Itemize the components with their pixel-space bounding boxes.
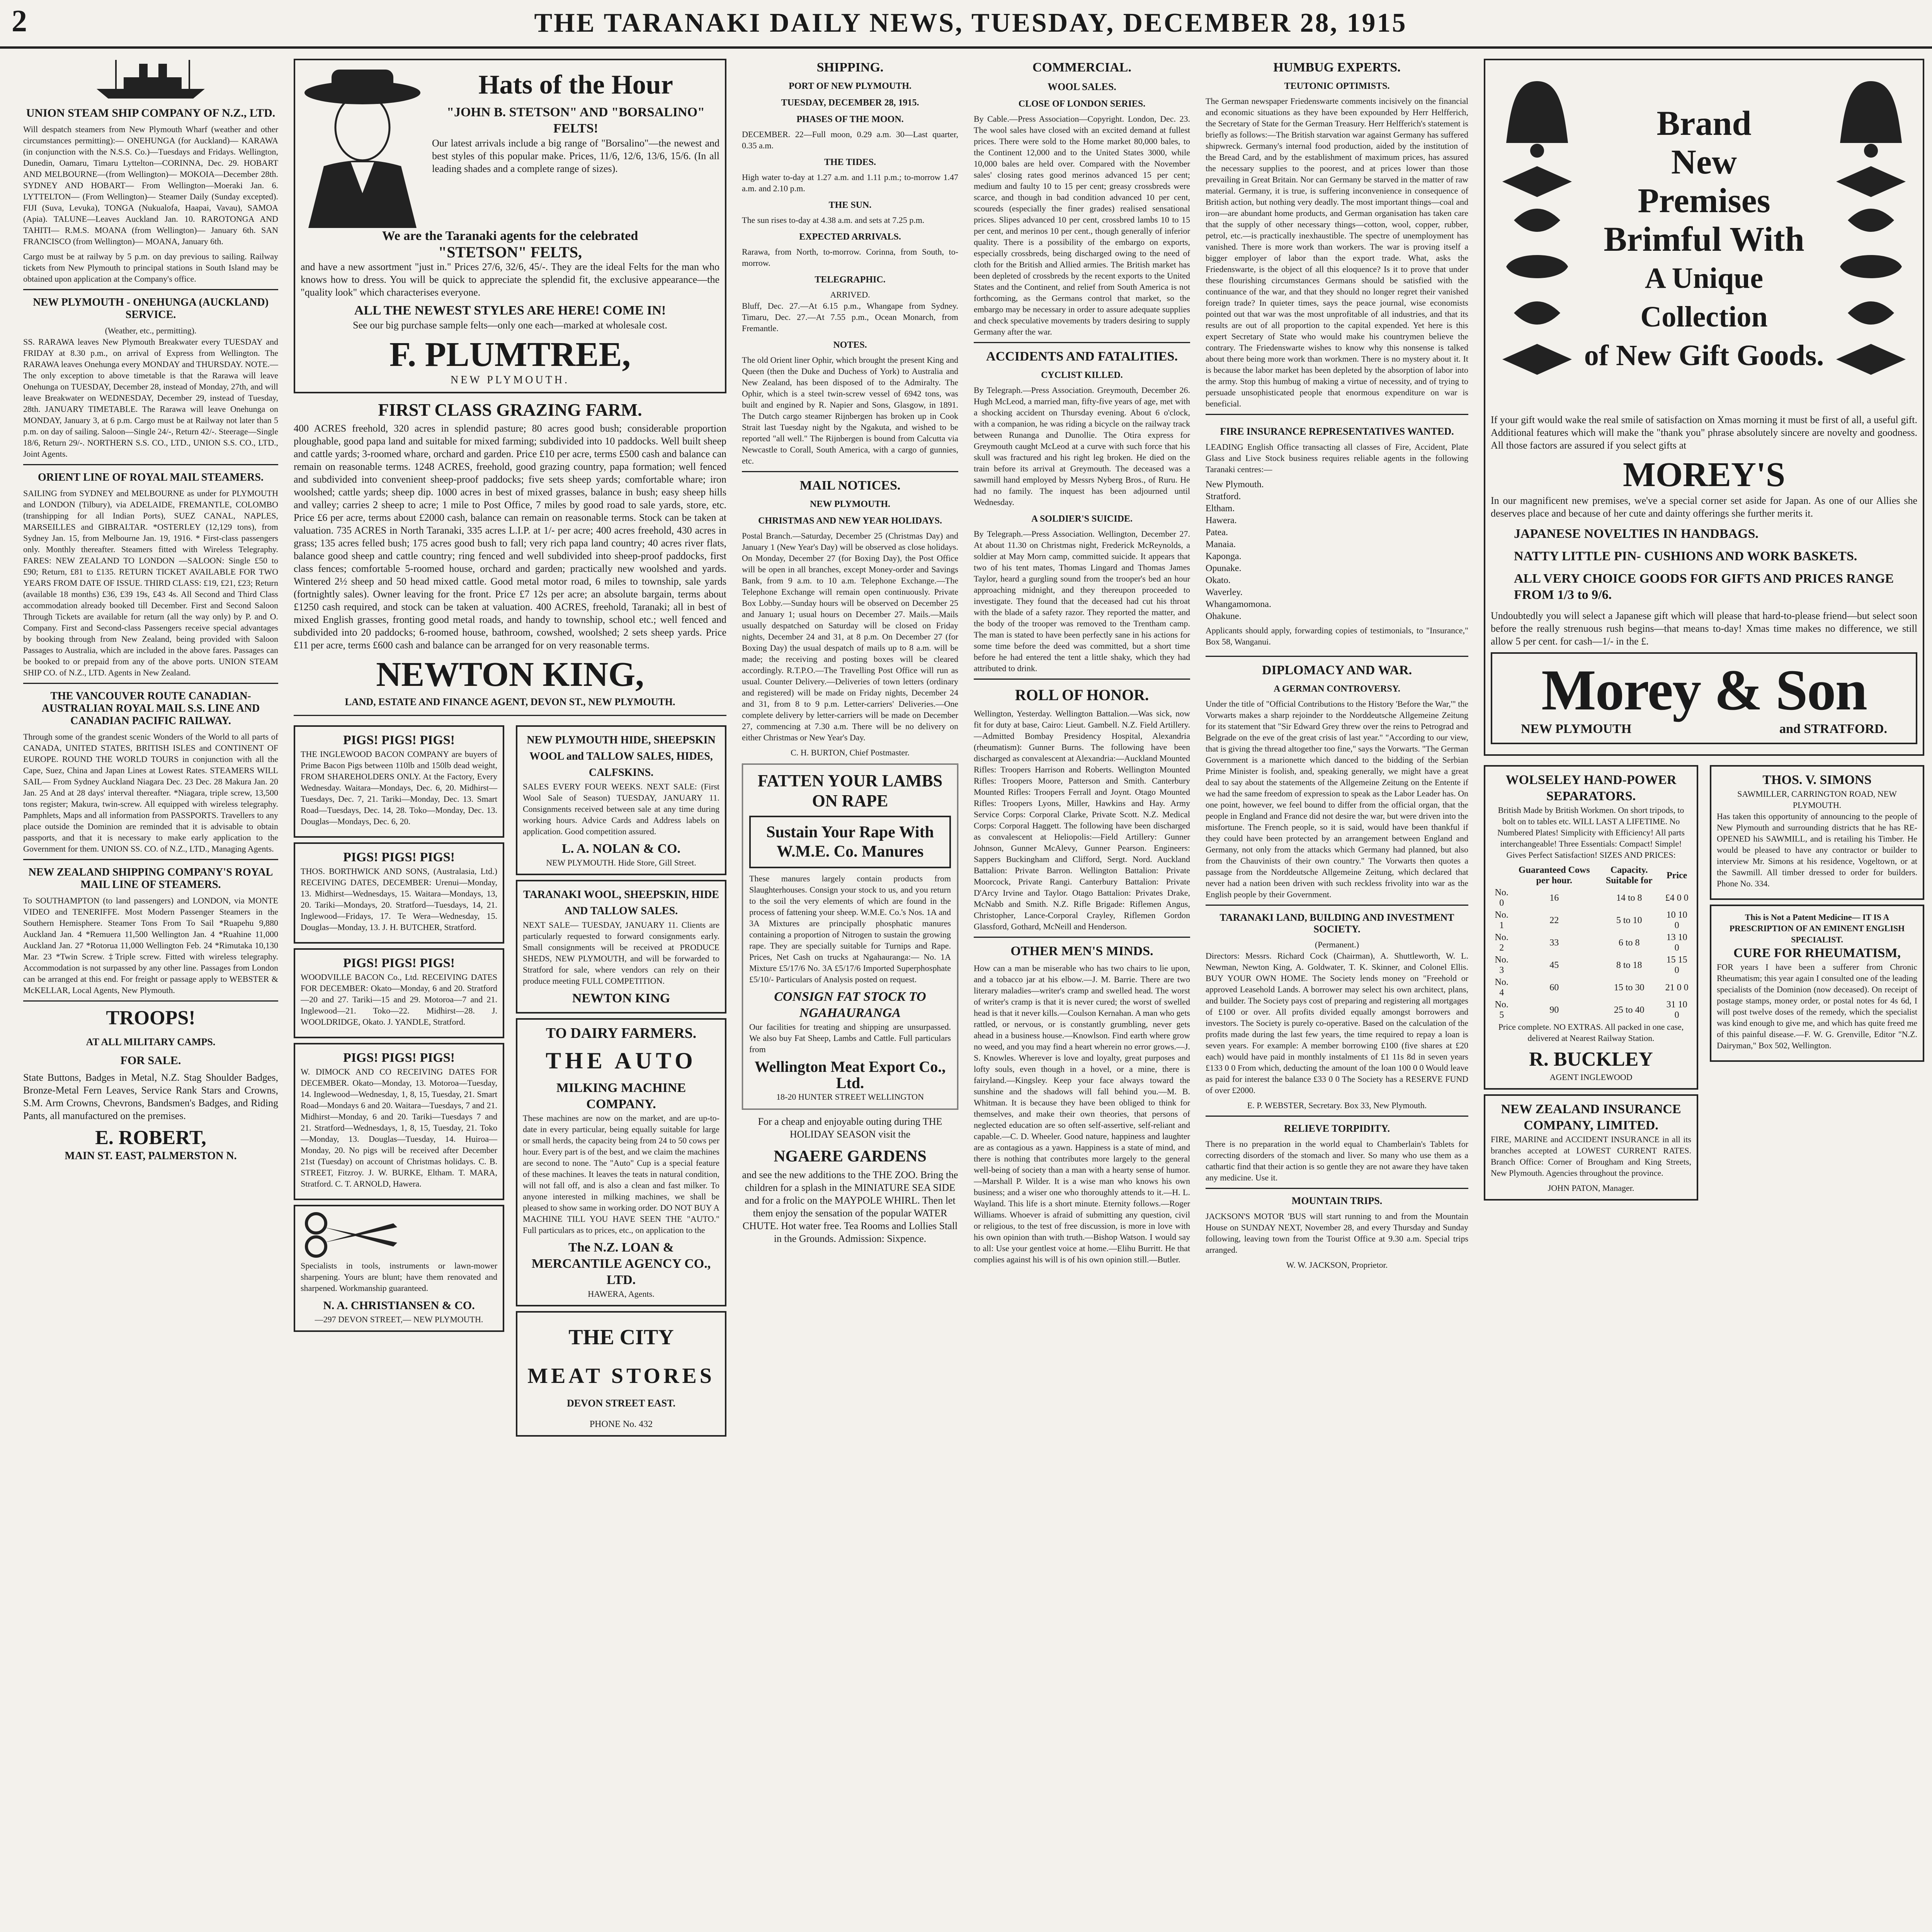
hats-title: Hats of the Hour	[478, 70, 673, 100]
table-row: No. 0 16 14 to 8 £4 0 0	[1495, 888, 1689, 908]
orient-body: SAILING from SYDNEY and MELBOURNE as under for PLYMOUTH and LONDON (Tilbury), via ADELAIDE, FREMANTLE, COLOMBO (transhipping for all Indian Ports), SUEZ CANAL, NAPLES, MARSEILLES and GIBRALTAR. *OSTERLEY (12,129 tons), from Sydney Jan. 15, from Melbourne Jan. 19, 1916. * First-class passengers only. Monthly thereafter. Steamers fitted with Wireless Telegraphy. FARES: NEW ZEALAND TO LONDON —SALOON: Single £50 to £90; Return, £81 to £135. RETURN TICKET AVAILABLE FOR TWO YEARS FROM DATE OF ISSUE. THIRD CLASS: £19, £21, £23; Return (available 18 months) £36, £39 19s, £43 4s. All Second and Third Class accommodation already booked till December. First and Second Saloon Through Tickets are available for return (all the way only) by P. and O. Company. First and Second-class Passengers receive special advantages by booking through from New Zealand, being provided with Saloon Passages to Australia, which are included in the above fares. Passages can be booked to or prepaid from any of the above ports. UNION STEAM SHIP CO. of N.Z., LTD. Agents in New Zealand.	[23, 488, 278, 677]
christiansen-address: —297 DEVON STREET,— NEW PLYMOUTH.	[315, 1315, 483, 1324]
table-header	[1491, 864, 1512, 887]
nzi-signature: JOHN PATON, Manager.	[1548, 1183, 1634, 1193]
table-header: Guaranteed Cows per hour.	[1518, 865, 1590, 886]
list-item: Ohakune.	[1206, 611, 1242, 621]
table-header: Price	[1667, 870, 1687, 881]
troops-body: State Buttons, Badges in Metal, N.Z. Stag Shoulder Badges, Bronze-Metal Fern Leaves, Service Rank Stars and Crowns, S.M. Arm Crowns, Chevrons, Bandsmen's Badges, and Riding Pants, all manufactured on the premises.	[23, 1072, 278, 1121]
japan-body: In our magnificent new premises, we've a special corner set aside for Japan. As one of our Allies she deserves place and because of her cute and dainty offerings she further merits it.	[1491, 495, 1917, 519]
meat-heading: MEAT STORES	[527, 1364, 715, 1388]
hats-sub: "JOHN B. STETSON" AND "BORSALINO" FELTS!	[447, 105, 705, 136]
minds-body: How can a man be miserable who has two chairs to lie upon, and a tobacco jar at his elbow.—J. M. Barrie. There are two literary maladies—writer's cramp and swelled head. The worst of writer's cramp is that it is never cured; the worst of swelled head is that it never kills.—Coulson Kernahan. A man who gets rattled, or nervous, or is constantly grumbling, never gets ahead in a business house.—Knowlson. Find earth where grow no weed, and you may find a heart wherein no error grows.—J. S. Knowles. Wherever is love and loyalty, great purposes and lofty souls, even though in a hovel, or a mine, there is fairyland.—Kingsley. Keep your face always toward the sunshine and the shadows will fall behind you.—M. B. Whitman. It is because they have been obliged to think for themselves, and make their own theories, that persons of neglected education are so often self-assertive, self-reliant and capable.—C. D. Wheeler. Good nature, happiness and laughter are as contagious as a yawn. Happiness is a state of mind, and there is nothing that contributes more largely to the general well-being of society than a man with a hearty sense of humor.—Marshall P. Wilder. It is a wise man who knows his own business; and a wiser one who thoroughly attends to it.—H. L. Wayland. This life is a short minute. Eternity follows.—Roger Williams. Whoever is afraid of submitting any question, civil or religious, to the test of free discussion, is more in love with his own opinion than with truth.—Bishop Watson. I would say to all: Use your gentlest voice at home.—Elihu Burritt. He that complies against his will is of his own opinion still.—Butler.	[974, 963, 1190, 1264]
steamship-icon	[93, 58, 209, 100]
dimock-body: W. DIMOCK AND CO RECEIVING DATES FOR DECEMBER. Okato—Monday, 13. Motoroa—Tuesday, 14. Inglewood—Wednesday, 1, 8, 15, Tuesday, 21. Smart Road—Mondays 6 and 20. Waitara—Tuesdays, 7 and 21. Midhirst—Monday, 6 and 20. Tariki—Tuesdays 7 and 21. Stratford—Wednesdays, 1, 8, 15, Tuesday, 21. Toko—Monday, 13. Douglas—Tuesday, 14. Huiroa—Monday, 20. No pigs will be received after December 21st (Tuesday) on account of Christmas holidays. C. B. STREET, Fitzroy. J. W. BURKE, Eltham. T. MARA, Stratford. C. T. ARNOLD, Hawera.	[301, 1067, 497, 1189]
taranaki-wool-title: TARANAKI WOOL, SHEEPSKIN, HIDE AND TALLOW SALES.	[523, 889, 719, 917]
newton-king-name: NEWTON KING,	[376, 655, 644, 694]
morey-son: Morey & Son	[1541, 658, 1867, 722]
fire-body: LEADING English Office transacting all classes of Fire, Accident, Plate Glass and Live Stock business requires reliable agents in the following Taranaki centres:—	[1206, 442, 1468, 474]
accidents-heading: ACCIDENTS AND FATALITIES.	[986, 349, 1178, 364]
telegraphic-heading: TELEGRAPHIC.	[815, 275, 886, 285]
wolseley-body: British Made by British Workmen. On short tripods, to bolt on to tables etc. WILL LAST A LIFETIME. No Numbered Plates! Simplicity with Efficiency! All parts interchangeable! Three Essentials: Compact! Simple! Gives Perfect Satisfaction! SIZES AND PRICES:	[1497, 805, 1685, 860]
item-1: NATTY LITTLE PIN- CUSHIONS AND WORK BASKETS.	[1514, 549, 1857, 563]
mountain-body: JACKSON'S MOTOR 'BUS will start running to and from the Mountain House on SUNDAY NEXT, November 28, and every Thursday and Sunday following, leaving town from the Tourist Office at 9.30 a.m. Special trips arranged.	[1206, 1211, 1468, 1255]
item-2: ALL VERY CHOICE GOODS FOR GIFTS AND PRICES RANGE FROM 1/3 to 9/6.	[1514, 571, 1894, 602]
nzloan-name: The N.Z. LOAN & MERCANTILE AGENCY CO., LTD.	[531, 1240, 711, 1287]
item-0: JAPANESE NOVELTIES IN HANDBAGS.	[1514, 527, 1759, 541]
onehunga-sub: (Weather, etc., permitting).	[105, 326, 197, 335]
robert-name: E. ROBERT,	[95, 1127, 206, 1149]
auto-body: These machines are now on the market, and are up-to-date in every particular, being equally suitable for large or small herds, the capacity being from 24 to 50 cows per hour. Every part is of the best, and we claim the machines are second to none. The "Auto" Cup is a special feature of these machines. It leaves the teats in natural condition, will not fall off, and is also a clean and fast milker. To anyone interested in milking machines, we shall be pleased to show same in working order. DO NOT BUY A MACHINE TILL YOU HAVE SEEN THE "AUTO." Full particulars as to prices, etc., on application to the	[523, 1113, 719, 1235]
list-item: Kaponga.	[1206, 551, 1242, 561]
cp-body: Through some of the grandest scenic Wonders of the World to all parts of CANADA, UNITED STATES, BRITISH ISLES and CONTINENT OF EUROPE. ROUND THE WORLD TOURS in conjunction with all the Cape, Suez, China and Japan Lines at Lowest Rates. STEAMERS WILL SAIL— From Sydney Auckland Niagara Dec. 23 Dec. 28 Makura Jan. 20 Jan. 25 And at 28 days' interval thereafter. *Niagara, triple screw, 13,500 tons register; Makura, twin-screw. All equipped with wireless telegraphy. Pamphlets, Maps and all information from PASSPORTS. Travellers to any place outside the Dominion are reminded that it is advisable to obtain passports, and that it is necessary to make early application to the Government for them. UNION SS. CO. of N.Z., LTD., Managing Agents.	[23, 732, 278, 854]
gardens-heading: NGAERE GARDENS	[774, 1148, 927, 1165]
nzloan-address: HAWERA, Agents.	[588, 1289, 655, 1299]
bacon-body: THE INGLEWOOD BACON COMPANY are buyers of Prime Bacon Pigs between 110lb and 150lb dead weight, FROM SHAREHOLDERS ONLY. At the Factory, Every Wednesday. Waitara—Mondays, Dec. 6, 20. Midhirst—Tuesdays, Dec. 7, 21. Tariki—Monday, Dec. 13. Smart Road—Tuesdays, Dec. 14, 28. Toko—Monday, Dec. 13. Douglas—Mondays, Dec. 6, 20.	[301, 749, 497, 826]
arrivals-body: Rarawa, from North, to-morrow. Corinna, from South, to-morrow.	[742, 247, 958, 268]
taranaki-wool-body: NEXT SALE— TUESDAY, JANUARY 11. Clients are particularly requested to forward consignments early. Small consignments will be received at PRODUCE SHEDS, NEW PLYMOUTH, and will be forwarded to Stratford for sale, where vendors can rely on their produce meeting FULL COMPETITION.	[523, 920, 719, 986]
usc-body: Will despatch steamers from New Plymouth Wharf (weather and other circumstances permitting):— ONEHUNGA (for Auckland)— KARAWA (in conjunction with the N.S.S. Co.)—Tuesdays and Fridays. Wellington, Dunedin, Oamaru, Timaru Lyttelton—CORINNA, Dec. 29. HOBART AND MELBOURNE—(from Wellington)— MOKOIA—December 28th. SYDNEY AND HOBART— From Wellington—Moeraki Jan. 6. LYTTELTON— (From Wellington)— Steamer Daily (Sunday excepted). FIJI (Suva, Levuka), TONGA (Nukualofa, Haapai, Vavau), SAMOA (Apia). TALUNE—Leaves Auckland Jan. 10. RAROTONGA AND TAHITI— R.M.S. MOANA (from Wellington)— January 6th. SAN FRANCISCO (from Wellington)— MOANA, January 6th.	[23, 124, 278, 246]
new-line: New	[1671, 143, 1737, 181]
masthead	[0, 0, 1932, 49]
column-shipping-ads	[23, 54, 278, 1932]
fire-heading: FIRE INSURANCE REPRESENTATIVES WANTED.	[1220, 426, 1454, 437]
wolseley-heading: WOLSELEY HAND-POWER SEPARATORS.	[1505, 773, 1677, 803]
fatten-heading: FATTEN YOUR LAMBS ON RAPE	[757, 771, 943, 810]
shipping-date: TUESDAY, DECEMBER 28, 1915.	[781, 98, 919, 108]
table-row: No. 2 33 6 to 8 13 10 0	[1495, 932, 1687, 953]
society-heading: TARANAKI LAND, BUILDING AND INVESTMENT SOCIETY.	[1219, 912, 1454, 935]
plumtree-town: NEW PLYMOUTH.	[450, 374, 570, 386]
list-item: Waverley.	[1206, 587, 1243, 597]
society-signature: E. P. WEBSTER, Secretary. Box 33, New Plymouth.	[1247, 1100, 1427, 1110]
pigs-heading-1: PIGS! PIGS! PIGS!	[343, 733, 455, 747]
morey-stratford: and STRATFORD.	[1779, 722, 1887, 736]
farm-body: 400 ACRES freehold, 320 acres in splendid pasture; 80 acres good bush; considerable proportion ploughable, good papa land and suitable for mixed farming; subdivided into 10 paddocks. Well built sheep and cattle yards; 3-roomed whare, orchard and garden. Price £10 per acre, terms £500 cash and balance can remain on reasonable terms. 1248 ACRES, freehold, good grazing country, papa formation; well fenced and subdivided into convenient sheep-proof paddocks; five sets sheep yards; comfortable whare; iron woolshed; cattle yards; sheep dip. 1000 acres in best of mixed grasses, balance in bush; easy sheep hills and valley; carries 2 sheep to acre; 1 mile to Post Office, 7 miles by good road to sale yards, store, etc. Price £6 per acre, terms about £2000 cash, balance can remain on reasonable terms. Stock can be taken at valuation. 735 ACRES in North Taranaki, 335 acres L.I.P. at 1/- per acre; 400 acres freehold, 430 acres in grass; 135 acres felled bush; 175 acres good bush to fall; very rich papa land country; 40 acres river flats, balance good sheep and cattle country; ring fenced and well subdivided into sheep-proof paddocks, first class fences; comfortable 5-roomed house, orchard and garden; practically new woolshed and yards. Wintered 2½ sheep and 50 head mixed cattle. Good metal motor road, 6 miles to township, sale yards (fortnightly sales). Owner leaving for the front. Price £7 12s per acre; an absolute bargain, terms about £1250 cash required, and stock can be taken at valuation. 400 ACRES, freehold, Taranaki; all in best of mixed English grasses, fronting good metal roads, and handy to township, school etc.; well fenced and subdivided into 20 paddocks; 6-roomed house, bathroom, cowshed, woolshed; 2 sets sheep yards. Price £11 per acre, terms £600 cash and balance can be arranged for on very reasonable terms.	[294, 423, 726, 651]
roll-heading: ROLL OF HONOR.	[1015, 686, 1149, 704]
diplomacy-body: Under the title of "Official Contributions to the History 'Before the War,'" the Vorwarts makes a sharp rejoinder to the Norddeutsche Allgemeine Zeitung for its statement that "Sir Edward Grey threw over the reins to Petrograd and Belgrade on the eve of the great crisis of last year." "According to our view, that is giving the thread altogether too fine," says the Vorwarts. "The German Government is a marionette which danced to the bidding of the Serbian Prime Minister is foolish, and, speaking generally, we might have a great deal to say about the statements of the Allgemeine Zeitung on the Entente if we had the same freedom of expression to speak as the Labor Leader has. On one point, however, we feel bound to differ from the official organ, that the people in England and France did not desire the war, but were driven into the misfortune. The French people, so it is said, would have been thankful if they could have been protected by an arrangement between England and Germany, not only from the attacks which Germany had planned, but also from the Chauvinists of their own country." The Vorwarts then quotes a passage from the Norddeutsche Allgemeine Zeitung, which declared that never had a nation been driven with such reckless frivolity into war as the English people by their Government.	[1206, 699, 1468, 899]
troops-sub: AT ALL MILITARY CAMPS.	[86, 1036, 216, 1048]
gifts-line: of New Gift Goods.	[1584, 339, 1824, 372]
usc-title: UNION STEAM SHIP COMPANY OF N.Z., LTD.	[26, 107, 276, 119]
nzi-heading: NEW ZEALAND INSURANCE COMPANY, LIMITED.	[1501, 1102, 1681, 1133]
nolan-name: L. A. NOLAN & CO.	[562, 842, 680, 856]
onehunga-body: SS. RARAWA leaves New Plymouth Breakwater every TUESDAY and FRIDAY at 8.30 p.m., on arrival of Express from Wellington. The RARAWA leaves Onehunga every MONDAY and THURSDAY. NOTE.—The only exception to above timetable is that the Rarawa will leave Onehunga on TUESDAY, December 28, instead of Monday, 27th, and will leave Breakwater on WEDNESDAY, December 29, instead of Tuesday, 28th. JANUARY TIMETABLE. The Rarawa will leave Onehunga on MONDAY, January 3, at 6 p.m. Cargo must be at Railway not later than 5 p.m. on day of sailing. Saloon—Single 24/-, Return 42/-. Steerage—Single 18/6, Return 29/-. NORTHERN S.S. CO., LTD., UNION S.S. CO., LTD., Joint Agents.	[23, 337, 278, 459]
consign-heading: CONSIGN FAT STOCK TO NGAHAURANGA	[774, 990, 926, 1020]
rheumatism-heading: This is Not a Patent Medicine— IT IS A PRESCRIPTION OF AN EMINENT ENGLISH SPECIALIST.	[1729, 912, 1905, 944]
list-item: Eltham.	[1206, 503, 1235, 514]
table-row: No. 5 90 25 to 40 31 10 0	[1495, 1000, 1687, 1020]
minds-heading: OTHER MEN'S MINDS.	[1010, 944, 1153, 958]
telegraphic-sub: ARRIVED.	[830, 290, 870, 299]
plumtree-name: F. PLUMTREE,	[389, 335, 631, 374]
commercial-heading: COMMERCIAL.	[1032, 60, 1131, 75]
premises-line: Premises	[1638, 182, 1770, 220]
gift-body: If your gift would wake the real smile of satisfaction on Xmas morning it must be first of all, a useful gift. Additional features which will make the "thank you" phrase absolutely sincere are novelty and goodness. All those factors are assured if you select gifts at	[1491, 414, 1917, 451]
torpidity-heading: RELIEVE TORPIDITY.	[1284, 1123, 1390, 1134]
woodville-body: WOODVILLE BACON Co., Ltd. RECEIVING DATES FOR DECEMBER: Okato—Monday, 6 and 20. Stratford—20 and 27. Tariki—15 and 29. Motoroa—7 and 21. Inglewood—21. Toko—22. Midhirst—28. J. WOOLDRIDGE, Okato. J. YANDLE, Stratford.	[301, 972, 497, 1027]
humbug-body: The German newspaper Friedenswarte comments incisively on the financial and economic situations as they have been expounded by Herr Helfferich, the Secretary of State for the German Treasury. Herr Helfferich's statement is briefly as follows:—The British starvation war against Germany has suffered shipwreck. Germany's internal food production, aided by the institution of the Bread Card, and by the establishment of maximum prices, has assured the necessary supplies to the poorest, and at prices lower than those prevailing in Great Britain. Nor can Germany be starved in the matter of raw material. Germany, it is true, is suffering inconvenience in consequence of British action, but nothing very deadly. The most important things—coal and iron—are abundant home products, and German organisation has taken care that the supply of other necessary things—cotton, wool, copper, rubber, petrol, etc.—is practically inexhaustible. The spectre of unemployment has vanished. There is more work than workers. The war is proving itself a bigger employer of labor than the export trade. What, asks the Friedenswarte, is the object of all this eloquence? Is it to prove that under these flourishing circumstances Germans should be satisfied with the continuance of the war, and that they should no longer regret their vanished foreign trade? In quieter times, says the peace journal, wise economists pointed out that war was the most unprofitable of all industries, and that its results are out of all proportion to the capital expended. Yet here is this expert Secretary of State who would make his countrymen believe the contrary. The Friedenswarte wishes to know why this nonsense is talked about there being more work than workmen. There is no mystery about it. It is because the labor market has been depleted by the absorption of labor into the army. Stop this humbug of making a virtue of necessity, and of trying to persuade unsophisticated people that enormous expenditure on war is beneficial.	[1206, 96, 1468, 408]
notes-heading: NOTES.	[833, 340, 867, 350]
buckley-name: R. BUCKLEY	[1529, 1048, 1653, 1070]
controversy-heading: A GERMAN CONTROVERSY.	[1274, 684, 1400, 694]
christmas-bell-icon	[1825, 66, 1917, 413]
fire-centres-list	[1206, 479, 1468, 622]
morey-advert	[1484, 59, 1924, 756]
mail-sub2: CHRISTMAS AND NEW YEAR HOLIDAYS.	[758, 516, 942, 526]
wool-heading: WOOL SALES.	[1048, 81, 1116, 92]
newest-line: ALL THE NEWEST STYLES ARE HERE! COME IN!	[354, 303, 666, 318]
moon-body: DECEMBER. 22—Full moon, 0.29 a.m. 30—Last quarter, 0.35 a.m.	[742, 129, 958, 150]
column-shipping-news	[742, 54, 958, 1932]
moreys-heading: MOREY'S	[1622, 456, 1786, 494]
nolan-address: NEW PLYMOUTH. Hide Store, Gill Street.	[546, 858, 696, 867]
teutonic-heading: TEUTONIC OPTIMISTS.	[1284, 81, 1390, 91]
wme-name: Wellington Meat Export Co., Ltd.	[754, 1058, 946, 1092]
morey-np: NEW PLYMOUTH	[1521, 722, 1632, 736]
humbug-heading: HUMBUG EXPERTS.	[1273, 60, 1401, 75]
society-sub: (Permanent.)	[1315, 940, 1359, 949]
column-humbug	[1206, 54, 1468, 1932]
brand-line: Brand	[1656, 104, 1752, 143]
consign-body: Our facilities for treating and shipping are unsurpassed. We also buy Fat Sheep, Lambs and Cattle. Full particulars from	[749, 1022, 951, 1054]
buckley-sub: AGENT INGLEWOOD	[1549, 1072, 1633, 1082]
table-row: No. 3 45 8 to 18 15 15 0	[1495, 955, 1687, 975]
table-header: Capacity. Suitable for	[1605, 865, 1653, 886]
simons-sub: SAWMILLER, CARRINGTON ROAD, NEW PLYMOUTH.	[1737, 789, 1897, 810]
sustain-heading: Sustain Your Rape With W.M.E. Co. Manures	[766, 823, 934, 861]
wolseley-end: Price complete. NO EXTRAS. All packed in one case, delivered at Nearest Railway Station.	[1498, 1022, 1684, 1043]
simons-heading: THOS. V. SIMONS	[1762, 773, 1872, 787]
gentleman-portrait-icon	[301, 66, 424, 228]
simons-body: Has taken this opportunity of announcing to the people of New Plymouth and surrounding districts that he has RE-OPENED his SAWMILL, and is retailing his Timber. He would be pleased to have any contractor or builder to interview Mr. Simons at his residence, Vogeltown, or at the Sawmill. All timber dressed to order for builders. Phone No. 334.	[1717, 811, 1917, 888]
orient-title: ORIENT LINE OF ROYAL MAIL STEAMERS.	[38, 471, 264, 483]
telegraphic-body: Bluff, Dec. 27.—At 6.15 p.m., Whangape from Sydney. Timaru, Dec. 27.—At 7.55 p.m., Ocean Monarch, from Fremantle.	[742, 301, 958, 333]
newton-king-sig: NEWTON KING	[572, 991, 670, 1005]
pigs-heading-4: PIGS! PIGS! PIGS!	[343, 1051, 455, 1065]
nolan-title: NEW PLYMOUTH HIDE, SHEEPSKIN WOOL and TALLOW SALES, HIDES, CALFSKINS.	[527, 734, 716, 779]
tides-body: High water to-day at 1.27 a.m. and 1.11 p.m.; to-morrow 1.47 a.m. and 2.10 p.m.	[742, 172, 958, 193]
christiansen-name: N. A. CHRISTIANSEN & CO.	[323, 1299, 475, 1312]
robert-address: MAIN ST. EAST, PALMERSTON N.	[65, 1150, 237, 1162]
nolan-body: SALES EVERY FOUR WEEKS. NEXT SALE: (First Wool Sale of Season) TUESDAY, JANUARY 11. Consignments received between sale at any time during working hours. Advice Cards and Address labels on application. Good competition assured.	[523, 782, 719, 836]
soldier-heading: A SOLDIER'S SUICIDE.	[1031, 514, 1133, 524]
auto-sub: MILKING MACHINE COMPANY.	[556, 1081, 686, 1111]
manure-body: These manures largely contain products from Slaughterhouses. Consign your stock to us, and you return to the soil the very elements of which are found in the process of fattening your sheep. W.M.E. Co.'s Nos. 1A and 3A Mixtures are principally phosphatic manures containing a proportion of Nitrogen to sustain the growing rape. They are specially suitable for Turnips and Rape. Prices, Net Cash on trucks at Ngahauranga:— No. 1A Mixture £5/17/6 No. 3A £5/17/6 Imported Superphosphate £5/10/- Particulars of Analysis posted on request.	[749, 874, 951, 984]
shipping-heading: SHIPPING.	[816, 60, 884, 75]
cp-title: THE VANCOUVER ROUTE CANADIAN-AUSTRALIAN ROYAL MAIL S.S. LINE AND CANADIAN PACIFIC RAILWAY.	[41, 690, 260, 727]
list-item: New Plymouth.	[1206, 480, 1264, 490]
scissors-body: Specialists in tools, instruments or lawn-mower sharpening. Yours are blunt; have them renovated and sharpened. Workmanship guaranteed.	[301, 1261, 497, 1293]
brimful-line: Brimful With	[1604, 220, 1804, 259]
samples-line: See our big purchase sample felts—only one each—marked at wholesale cost.	[353, 320, 667, 331]
list-item: Okato.	[1206, 575, 1231, 585]
mail-sub: NEW PLYMOUTH.	[810, 499, 891, 509]
auto-title: THE AUTO	[546, 1048, 697, 1073]
mail-signature: C. H. BURTON, Chief Postmaster.	[791, 748, 910, 757]
tides-heading: THE TIDES.	[824, 157, 876, 167]
stetson-body: and have a new assortment "just in." Prices 27/6, 32/6, 45/-. They are the ideal Felts for the man who knows how to dress. You will be quick to appreciate the splendid fit, the exclusive appearance—the "quality look" which characterises everyone.	[301, 261, 719, 298]
notes-body: The old Orient liner Ophir, which brought the present King and Queen (then the Duke and Duchess of York) to Australia and New Zealand, has been disposed of to the Admiralty. The Ophir, which is a steel twin-screw vessel of 6942 tons, was built and engined by R. Napier and Sons, Glasgow, in 1891. The Dutch cargo steamer Rijnbergen has broken up in Cook Strait last Tuesday night by the Ngakuta, and wished to be reported "all well." The Rijnbergen is bound from Calcutta via Newcastle to Corall, South America, with a cargo of gunnies, etc.	[742, 355, 958, 466]
cyclist-heading: CYCLIST KILLED.	[1041, 370, 1123, 380]
soldier-body: By Telegraph.—Press Association. Wellington, December 27. At about 11.30 on Christmas night, Frederick McReynolds, a soldier at May Morn camp, committed suicide. It appears that two of his tent mates, Thomas Lingard and Thomas James Taylor, heard a gurgling sound from the trooper's bed an hour approaching midnight, and they thereupon proceeded to investigate. They found that the deceased had cut his throat with the blade of a safety razor. They reported the matter, and the body of the trooper was removed to the Trentham camp. The man is stated to have been perfectly sane in his actions for some time before the deed was committed, but a short time before he had entered the tent a little shaky, which they had attributed to drink.	[974, 529, 1190, 673]
unique-line: A Unique Collection	[1640, 262, 1768, 333]
list-item: Stratford.	[1206, 492, 1241, 502]
onehunga-title: NEW PLYMOUTH - ONEHUNGA (AUCKLAND) SERVICE.	[33, 296, 269, 321]
christmas-bell-icon	[1491, 66, 1583, 413]
society-body: Directors: Messrs. Richard Cock (Chairman), A. Shuttleworth, W. L. Newman, Newton King, A. Goldwater, T. K. Skinner, and Colonel Ellis. BUY YOUR OWN HOME. The Society lends money on "Freehold or approved Leasehold Lands. A borrower may select his own architect, plans, and builder. The Society pays cost of preparing and registering all mortgages of £100 or over. All profits divided equally amongst borrowers and investors. The Society is purely co-operative. Based on the calculation of the profits made during the last few years, the time required to repay a loan is seven years. For example: A member borrowing £100 (five shares at £20 each) would have paid in monthly instalments of £1 11s 8d in seven years £133 0 0 From which, deducting the amount of the loan 100 0 0 Would leave as paid for interest the balance £33 0 0 The Society has a RESERVE FUND of over £2000.	[1206, 951, 1468, 1095]
wolseley-price-table	[1491, 864, 1691, 1021]
pigs-heading-3: PIGS! PIGS! PIGS!	[343, 956, 455, 970]
gardens-body: and see the new additions to the THE ZOO. Bring the children for a splash in the MINIATURE SEA SIDE and for a frolic on the MAYPOLE WHIRL. Then let them enjoy the sensation of the popular WATER CHUTE. Hot water free. Tea Rooms and Lollies Stall in the Grounds. Admission: Sixpence.	[742, 1169, 958, 1244]
fire-apply: Applicants should apply, forwarding copies of testimonials, to "Insurance," Box 58, Wanganui.	[1206, 626, 1468, 646]
mail-heading: MAIL NOTICES.	[799, 478, 901, 493]
manure-advert	[742, 764, 958, 1110]
column-morey-ads	[1484, 54, 1924, 1932]
sun-heading: THE SUN.	[828, 200, 872, 210]
farm-title: FIRST CLASS GRAZING FARM.	[378, 400, 642, 420]
forsale: FOR SALE.	[120, 1054, 181, 1067]
nzi-body: FIRE, MARINE and ACCIDENT INSURANCE in all its branches accepted at LOWEST CURRENT RATES. Branch Office: Corner of Brougham and King Streets, New Plymouth. Agencies throughout the province.	[1491, 1134, 1691, 1178]
list-item: Opunake.	[1206, 563, 1242, 573]
port-heading: PORT OF NEW PLYMOUTH.	[789, 81, 912, 91]
wme-address: 18-20 HUNTER STREET WELLINGTON	[776, 1092, 924, 1102]
meat-address: DEVON STREET EAST.	[567, 1398, 675, 1409]
commercial-body: By Cable.—Press Association—Copyright. London, Dec. 23. The wool sales have closed with an excited demand at fullest prices. There were sold to the Home market 80,000 bales, to the Continent 12,000 and to the United States 3000, while 10,000 bales are held over. Compared with the November sales' closing rates good merinos advanced 15 per cent; medium and faulty 10 to 15 per cent; greasy crossbreds were scarce, and though in bad condition advanced 10 per cent, scoureds (especially the finer grades) realised sensational prices. Slipes advanced 10 per cent, crossbred lambs 10 to 15 per cent, and merinos 10 per cent., though generally of inferior quality. There is a possibility of the embargo on exports, especially crossbreds, being discharged owing to the need of cloth for the British and Allied armies. The British market has been depleted of crossbreds by the recent exports to the United States and the Continent, and relief from South America is not forthcoming, as the Germans control that market, so the embargo may be necessary in order to assure adequate supplies and check speculative movements by traders desiring to supply Germany after the war.	[974, 114, 1190, 337]
meat-phone: PHONE No. 432	[589, 1419, 653, 1429]
dairy-heading: TO DAIRY FARMERS.	[546, 1025, 697, 1041]
sun-body: The sun rises to-day at 4.38 a.m. and sets at 7.25 p.m.	[742, 215, 925, 225]
list-item: Whangamomona.	[1206, 599, 1271, 609]
london-heading: CLOSE OF LONDON SERIES.	[1018, 99, 1146, 109]
newton-king-sub: LAND, ESTATE AND FINANCE AGENT, DEVON ST., NEW PLYMOUTH.	[345, 696, 675, 707]
agents-line: We are the Taranaki agents for the celebrated	[382, 229, 638, 243]
pigs-heading-2: PIGS! PIGS! PIGS!	[343, 850, 455, 864]
borthwick-body: THOS. BORTHWICK AND SONS, (Australasia, Ltd.) RECEIVING DATES, DECEMBER: Urenui—Monday, 13. Midhirst—Wednesdays, 15. Waitara—Mondays, 13, 20. Tariki—Mondays, 20. Stratford—Tuesdays, 14, 21. Inglewood—Fridays, 17. Te Wera—Wednesday, 15. Douglas—Monday, 13. J. H. BUTCHER, Stratford.	[301, 866, 497, 932]
troops-title: TROOPS!	[106, 1007, 196, 1029]
table-row: No. 4 60 15 to 30 21 0 0	[1495, 977, 1689, 998]
column-commercial	[974, 54, 1190, 1932]
hats-advert	[294, 59, 726, 393]
mail-body: Postal Branch.—Saturday, December 25 (Christmas Day) and January 1 (New Year's Day) will be observed as close holidays. On Monday, December 27 (for Boxing Day), the Post Office will be open in all branches, except Money-order and Savings Bank, from 9 a.m. to 10 a.m. Telephone Exchange.—The Telephone Exchange will remain open continuously. Private Box Lobby.—Sunday hours will be observed on December 25 and January 1; usual hours on December 27. Mails.—Mails usually despatched on Saturday will be closed on Friday nights, December 24 and 31, at 8 p.m. On December 27 (for Boxing Day) the usual despatch of mails up to 8 a.m. will be made; the receiving and posting boxes will be cleared accordingly. R.T.P.O.—The Travelling Post Office will run as usual. Counter Delivery.—Deliveries of town letters (ordinary and registered) will be made on Friday nights, December 24 and 31, from 8 to 9 p.m. Letter-carriers' Deliveries.—One complete delivery by letter-carriers will be made on December 27, commencing at 7.30 a.m. There will be no delivery on either Christmas or New Year's Day.	[742, 531, 958, 742]
stetson-line: "STETSON" FELTS,	[438, 243, 582, 261]
torpidity-body: There is no preparation in the world equal to Chamberlain's Tablets for correcting disorders of the stomach and liver. So many who use them as a cathartic find that their action is so gentle they are not aware they have taken any medicine. Use it.	[1206, 1139, 1468, 1182]
scissors-icon	[301, 1212, 401, 1258]
list-item: Hawera.	[1206, 515, 1237, 526]
gardens-intro: For a cheap and enjoyable outing during THE HOLIDAY SEASON visit the	[758, 1116, 942, 1140]
rheumatism-body: FOR years I have been a sufferer from Chronic Rheumatism; this year again I consulted one of the leading specialists of the Dominion (now deceased). On receipt of postage stamps, money order, or postal notes for 4s 6d, I will post twelve doses of the remedy, which the specialist was kind enough to give me, and which has quite freed me of this painful disease.—F. W. G. Grenville, Editor "N.Z. Dairyman," Box 502, Wellington.	[1717, 962, 1917, 1050]
mountain-heading: MOUNTAIN TRIPS.	[1291, 1195, 1383, 1206]
hats-body: Our latest arrivals include a big range of "Borsalino"—the newest and best styles of this popular make. Prices, 11/6, 12/6, 13/6, 15/6. (In all leading shades and a complete range of sizes).	[432, 138, 719, 174]
rheumatism-title: CURE FOR RHEUMATISM,	[1733, 946, 1901, 960]
moon-heading: PHASES OF THE MOON.	[796, 114, 904, 124]
usc-note: Cargo must be at railway by 5 p.m. on day previous to sailing. Railway tickets from New Plymouth to principal stations in South Island may be obtained upon application at the Company's office.	[23, 252, 278, 284]
roll-body: Wellington, Yesterday. Wellington Battalion.—Was sick, now fit for duty at base, Cairo: Lieut. Gambell. N.Z. Field Artillery.—Admitted Bombay Presidency Hospital, Alexandria (rheumatism): Gunner Burns. The following have been discharged as convalescent at Alexandria:—Auckland Mounted Rifles: Troopers Harrison and Roberts. Wellington Mounted Rifles: Troopers Moore, Patterson and Smith. Canterbury Mounted Rifles: Troopers Ferrall and Joynt. Otago Mounted Rifles: Troopers Lyons, Miller, Hawkins and Hay. Army Service Corps: Corporal Clarke, Private Scott. N.Z. Medical Corps: Corporal Haggett. The following have been discharged as convalescent at Heliopolis:—Field Artillery: Gunner Johnson, Gunner McAlevy, Gunner Pearson. Engineers: Sappers Buckingham and Clifford, Sergt. Nord. Auckland Battalion: Private Barron. Wellington Battalion: Private Moorcock, Private Rangi. Canterbury Battalion: Private D'Arcy Irvine and Taylor. Otago Battalion: Privates Drake, McNabb and Smith. N.Z. Rifle Brigade: Riflemen Angus, Christopher, Lance-Corporal Crayley, Riflemen Gordon Glassford, Gothard, McNeill and Henderson.	[974, 709, 1190, 931]
list-item: Patea.	[1206, 527, 1228, 537]
mountain-signature: W. W. JACKSON, Proprietor.	[1286, 1260, 1388, 1270]
diplomacy-heading: DIPLOMACY AND WAR.	[1262, 663, 1412, 677]
newspaper-title: THE TARANAKI DAILY NEWS, TUESDAY, DECEMBER 28, 1915	[534, 8, 1407, 38]
table-row: No. 1 22 5 to 10 10 10 0	[1495, 910, 1687, 930]
nzsc-body: To SOUTHAMPTON (to land passengers) and LONDON, via MONTE VIDEO and TENERIFFE. Most Modern Passenger Steamers in the Southern Hemisphere. Steamer Tons From To Sail *Ruapehu 9,880 Auckland Jan. 4 *Remuera 11,500 Wellington Jan. 4 *Ruahine 11,000 Auckland Jan. 27 *Rotorua 11,000 Wellington Feb. 24 *Rimutaka 10,130 Mar. 23 *Twin Screw. ‡Triple screw. Fitted with wireless telegraphy. Accommodation is not surpassed by any other line. Passages from London can be arranged at this end. For freight or passage apply to WEBSTER & McKELLAR, Local Agents, New Plymouth.	[23, 896, 278, 995]
list-item: Manaia.	[1206, 539, 1236, 549]
city-heading: THE CITY	[568, 1325, 674, 1349]
nzsc-title: NEW ZEALAND SHIPPING COMPANY'S ROYAL MAIL LINE OF STEAMERS.	[28, 866, 273, 891]
column-hats-farms	[294, 54, 726, 1932]
cyclist-body: By Telegraph.—Press Association. Greymouth, December 26. Hugh McLeod, a married man, fifty-five years of age, met with a shocking accident on Thursday evening. About 6 o'clock, with a companion, he was riding a bicycle on the railway track between Runanga and Dunollie. The Otira express for Greymouth caught McLeod at a curve with such force that his skull was fractured and his right leg broken. He died on the train before its arrival at Greymouth. The deceased was a sawmill hand employed by Messrs Nyberg Bros., of Ruru. He had no family. The inquest has been adjourned until Wednesday.	[974, 385, 1190, 507]
japan-end: Undoubtedly you will select a Japanese gift which will please that hard-to-please friend—but select soon before the really strenuous rush begins—that means to-day! Xmas time makes no difference, we still allow 5 per cent. for cash—1/- in the £.	[1491, 610, 1917, 647]
page-number: 2	[12, 4, 27, 38]
arrivals-heading: EXPECTED ARRIVALS.	[799, 232, 901, 242]
